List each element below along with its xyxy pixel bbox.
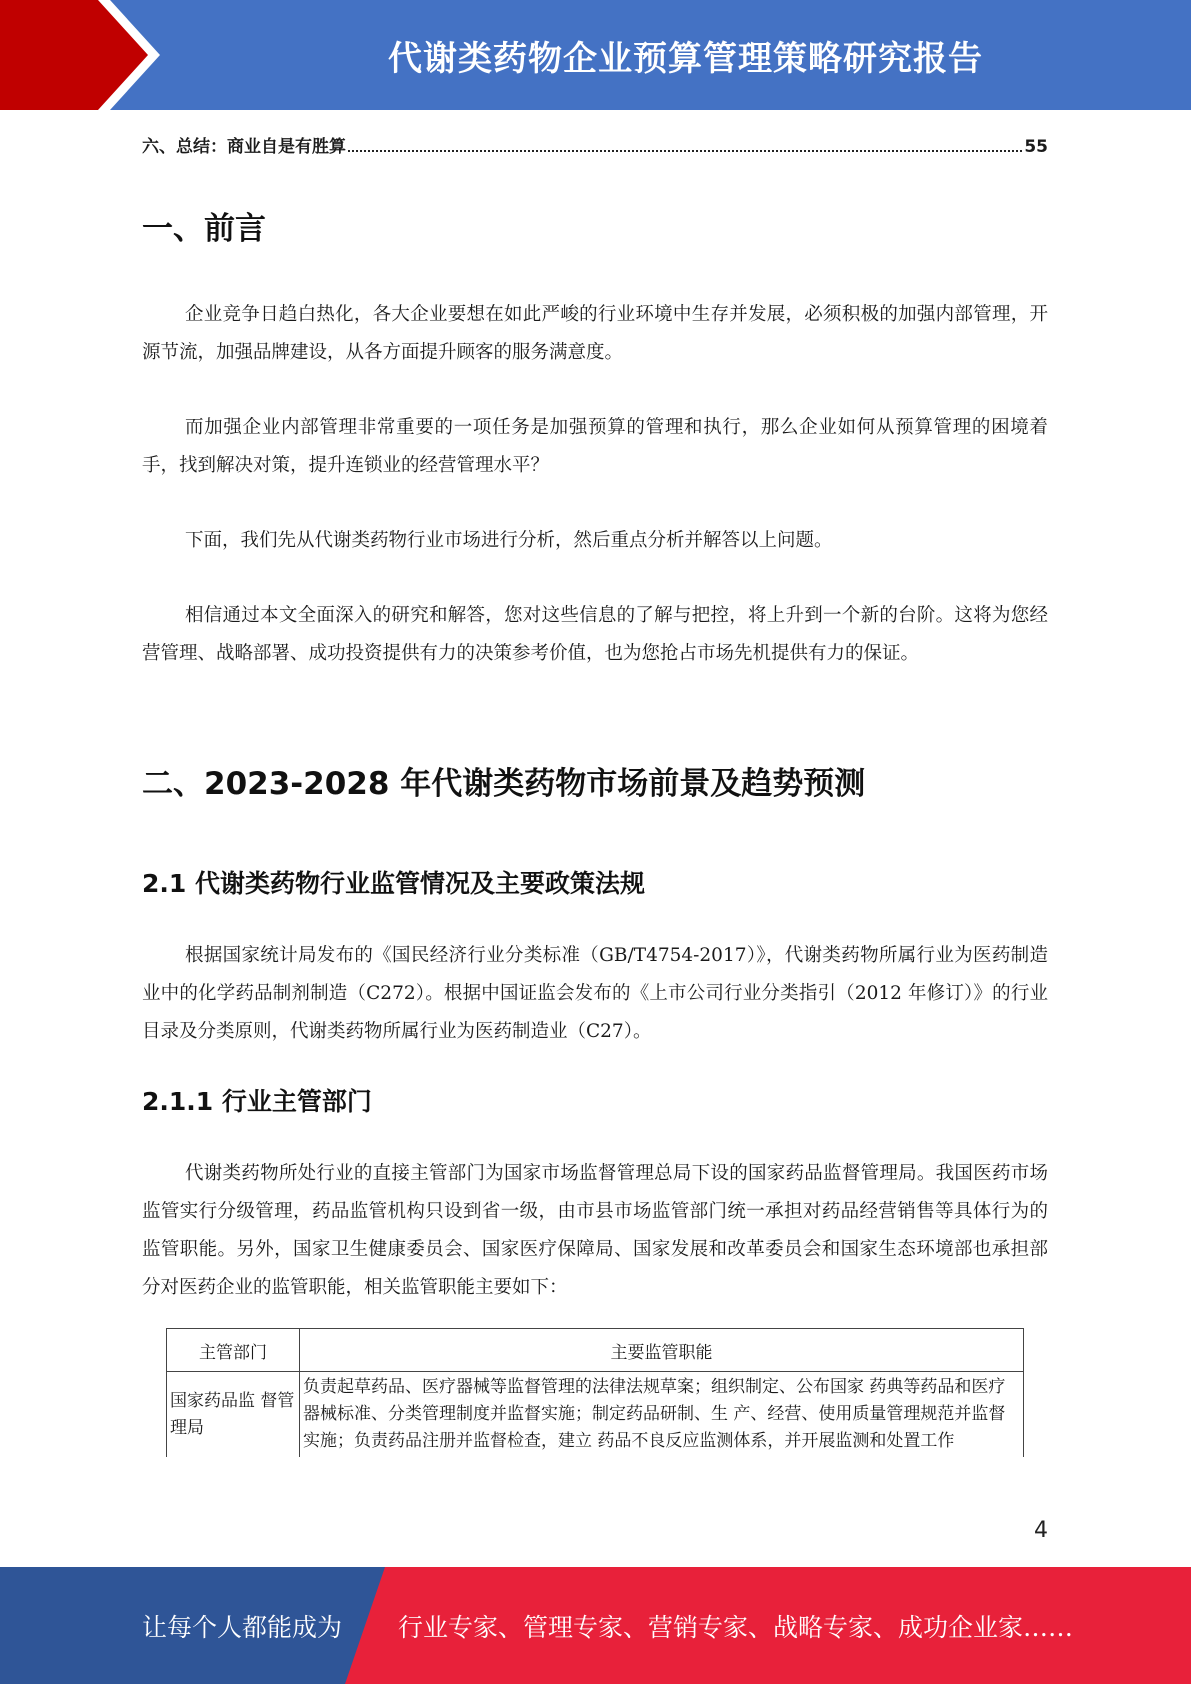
subsection-2-1-1-paragraph: 代谢类药物所处行业的直接主管部门为国家市场监督管理总局下设的国家药品监督管理局。我国医药市场监管实行分级管理，药品监管机构只设到省一级，由市县市场监管部门统一承担对药品经营销售等具体行为的监管职能。另外，国家卫生健康委员会、国家医疗保障局、国家发展和改革委员会和国家生态环境部也承担部分对医药企业的监管职能，相关监管职能主要如下： bbox=[142, 1163, 1048, 1298]
toc-entry-label: 六、总结：商业自是有胜算 bbox=[142, 137, 346, 157]
subsection-heading-2-1-1: 2.1.1 行业主管部门 bbox=[142, 1087, 372, 1116]
section-heading-preface: 一、前言 bbox=[142, 211, 266, 247]
preface-paragraph-3: 下面，我们先从代谢类药物行业市场进行分析，然后重点分析并解答以上问题。 bbox=[185, 530, 833, 551]
table-row bbox=[167, 1372, 1024, 1458]
footer-band bbox=[0, 1567, 1191, 1684]
table-cell-dept: 国家药品监 督管理局 bbox=[167, 1372, 300, 1458]
toc-entry-page: 55 bbox=[1024, 137, 1048, 157]
preface-paragraph-4: 相信通过本文全面深入的研究和解答，您对这些信息的了解与把控，将上升到一个新的台阶。这将为您经营管理、战略部署、成功投资提供有力的决策参考价值，也为您抢占市场先机提供有力的保证。 bbox=[142, 605, 1048, 664]
report-title: 代谢类药物企业预算管理策略研究报告 bbox=[388, 38, 983, 79]
subsection-2-1-paragraph: 根据国家统计局发布的《国民经济行业分类标准（GB/T4754-2017）》，代谢类药物所属行业为医药制造业中的化学药品制剂制造（C272）。根据中国证监会发布的《上市公司行业分类指引（2012 年修订）》的行业目录及分类原则，代谢类药物所属行业为医药制造业（C27）。 bbox=[142, 945, 1048, 1042]
preface-paragraph-2: 而加强企业内部管理非常重要的一项任务是加强预算的管理和执行，那么企业如何从预算管理的困境着手，找到解决对策，提升连锁业的经营管理水平？ bbox=[142, 417, 1048, 476]
section-heading-market-outlook: 二、2023-2028 年代谢类药物市场前景及趋势预测 bbox=[142, 766, 866, 802]
subsection-heading-2-1: 2.1 代谢类药物行业监管情况及主要政策法规 bbox=[142, 869, 645, 898]
preface-paragraph-1: 企业竞争日趋白热化，各大企业要想在如此严峻的行业环境中生存并发展，必须积极的加强内部管理，开源节流，加强品牌建设，从各方面提升顾客的服务满意度。 bbox=[142, 304, 1048, 363]
table-header-row bbox=[167, 1329, 1024, 1372]
table-header-dept: 主管部门 bbox=[167, 1329, 300, 1372]
table-header-duty: 主要监管职能 bbox=[300, 1329, 1024, 1372]
header-arrow-decoration bbox=[0, 0, 160, 110]
header-band bbox=[0, 0, 1191, 110]
footer-slogan-right: 行业专家、管理专家、营销专家、战略专家、成功企业家…… bbox=[398, 1612, 1074, 1642]
table-cell-duty: 负责起草药品、医疗器械等监督管理的法律法规草案；组织制定、公布国家 药典等药品和医疗器械标准、分类管理制度并监督实施；制定药品研制、生 产、经营、使用质量管理规范并监督实施；负责药品注册并监督检查，建立 药品不良反应监测体系，并开展监测和处置工作 bbox=[300, 1372, 1024, 1458]
footer-slogan-left: 让每个人都能成为 bbox=[142, 1612, 343, 1642]
page-number: 4 bbox=[1034, 1518, 1048, 1543]
toc-entry[interactable] bbox=[142, 132, 1048, 157]
toc-leader-dots bbox=[348, 150, 1022, 152]
regulatory-table bbox=[166, 1328, 1024, 1457]
